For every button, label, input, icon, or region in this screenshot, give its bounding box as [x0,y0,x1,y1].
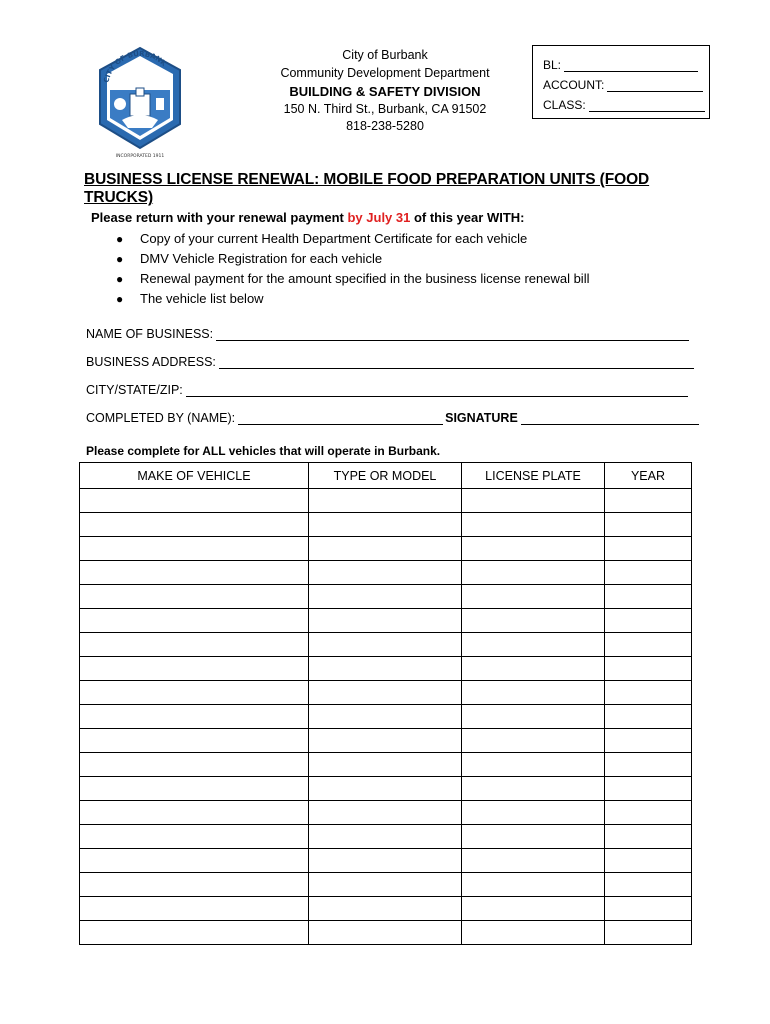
column-header-year: YEAR [605,463,692,489]
business-address-field[interactable] [86,353,694,369]
make-cell[interactable] [80,921,309,945]
completed-by-field[interactable] [86,409,699,425]
type-model-cell[interactable] [309,561,462,585]
year-cell[interactable] [605,489,692,513]
bl-field[interactable] [543,52,709,72]
list-item [116,229,589,249]
requirement-text: Copy of your current Health Department Certificate for each vehicle [140,231,528,246]
type-model-cell[interactable] [309,633,462,657]
office-use-box [532,45,710,119]
agency-phone: 818-238-5280 [346,119,424,133]
license-plate-cell[interactable] [462,657,605,681]
instructions-lead-after: of this year WITH: [410,210,525,225]
list-item [116,269,589,289]
license-plate-cell[interactable] [462,681,605,705]
business-name-label: NAME OF BUSINESS: [86,327,214,341]
year-cell[interactable] [605,777,692,801]
year-cell[interactable] [605,801,692,825]
city-state-zip-input-line[interactable] [186,384,688,397]
city-name: City of Burbank [342,48,428,62]
make-cell[interactable] [80,801,309,825]
type-model-cell[interactable] [309,849,462,873]
business-address-label: BUSINESS ADDRESS: [86,355,216,369]
bullet-icon: ● [116,292,124,306]
license-plate-cell[interactable] [462,609,605,633]
license-plate-cell[interactable] [462,705,605,729]
make-cell[interactable] [80,633,309,657]
type-model-cell[interactable] [309,705,462,729]
table-row [80,849,692,873]
table-row [80,585,692,609]
table-row [80,537,692,561]
make-cell[interactable] [80,777,309,801]
license-plate-cell[interactable] [462,777,605,801]
form-title: BUSINESS LICENSE RENEWAL: MOBILE FOOD PREPARATION UNITS (FOOD TRUCKS) [84,171,650,206]
table-row [80,609,692,633]
city-state-zip-label: CITY/STATE/ZIP: [86,383,183,397]
type-model-cell[interactable] [309,873,462,897]
year-cell[interactable] [605,657,692,681]
table-row [80,921,692,945]
completed-by-input-line[interactable] [238,412,443,425]
column-header-type-model: TYPE OR MODEL [309,463,462,489]
year-cell[interactable] [605,585,692,609]
business-name-input-line[interactable] [216,328,689,341]
make-cell[interactable] [80,489,309,513]
license-plate-cell[interactable] [462,921,605,945]
instructions-lead [91,210,524,225]
type-model-cell[interactable] [309,585,462,609]
year-cell[interactable] [605,513,692,537]
license-plate-cell[interactable] [462,489,605,513]
bullet-icon: ● [116,232,124,246]
table-row [80,729,692,753]
signature-label: SIGNATURE [445,411,518,425]
make-cell[interactable] [80,825,309,849]
table-row [80,705,692,729]
license-plate-cell[interactable] [462,537,605,561]
type-model-cell[interactable] [309,753,462,777]
make-cell[interactable] [80,849,309,873]
make-cell[interactable] [80,657,309,681]
signature-input-line[interactable] [521,412,699,425]
license-plate-cell[interactable] [462,561,605,585]
license-plate-cell[interactable] [462,897,605,921]
table-row [80,873,692,897]
make-cell[interactable] [80,513,309,537]
division-name: BUILDING & SAFETY DIVISION [289,84,481,99]
type-model-cell[interactable] [309,609,462,633]
year-cell[interactable] [605,825,692,849]
table-row [80,897,692,921]
year-cell[interactable] [605,873,692,897]
year-cell[interactable] [605,897,692,921]
class-input-line[interactable] [589,98,705,112]
year-cell[interactable] [605,681,692,705]
account-label: ACCOUNT: [543,78,605,92]
class-field[interactable] [543,92,709,112]
list-item [116,289,589,309]
deadline-text: by July 31 [347,210,411,225]
requirements-list [116,229,589,309]
requirement-text: Renewal payment for the amount specified in the business license renewal bill [140,271,590,286]
type-model-cell[interactable] [309,777,462,801]
table-row [80,657,692,681]
class-label: CLASS: [543,98,586,112]
type-model-cell[interactable] [309,897,462,921]
agency-header [250,47,520,136]
table-row [80,777,692,801]
make-cell[interactable] [80,705,309,729]
license-plate-cell[interactable] [462,849,605,873]
license-plate-cell[interactable] [462,633,605,657]
table-header-row [80,463,692,489]
list-item [116,249,589,269]
make-cell[interactable] [80,585,309,609]
license-plate-cell[interactable] [462,825,605,849]
year-cell[interactable] [605,609,692,633]
type-model-cell[interactable] [309,681,462,705]
table-instructions: Please complete for ALL vehicles that will operate in Burbank. [86,444,441,458]
year-cell[interactable] [605,921,692,945]
table-row [80,681,692,705]
license-plate-cell[interactable] [462,729,605,753]
bl-input-line[interactable] [564,58,698,72]
make-cell[interactable] [80,753,309,777]
column-header-license-plate: LICENSE PLATE [462,463,605,489]
type-model-cell[interactable] [309,513,462,537]
city-seal-logo [92,44,188,162]
type-model-cell[interactable] [309,729,462,753]
year-cell[interactable] [605,537,692,561]
account-input-line[interactable] [607,78,703,92]
account-field[interactable] [543,72,709,92]
license-plate-cell[interactable] [462,873,605,897]
year-cell[interactable] [605,633,692,657]
year-cell[interactable] [605,705,692,729]
table-row [80,633,692,657]
year-cell[interactable] [605,561,692,585]
type-model-cell[interactable] [309,921,462,945]
business-name-field[interactable] [86,325,689,341]
business-address-input-line[interactable] [219,356,694,369]
type-model-cell[interactable] [309,825,462,849]
type-model-cell[interactable] [309,657,462,681]
table-row [80,489,692,513]
make-cell[interactable] [80,537,309,561]
department-name: Community Development Department [280,65,490,80]
bullet-icon: ● [116,272,124,286]
type-model-cell[interactable] [309,489,462,513]
table-row [80,513,692,537]
license-plate-cell[interactable] [462,513,605,537]
make-cell[interactable] [80,729,309,753]
year-cell[interactable] [605,729,692,753]
svg-text:CITY OF BURBANK: CITY OF BURBANK [102,49,168,84]
city-state-zip-field[interactable] [86,381,688,397]
make-cell[interactable] [80,873,309,897]
seal-incorporated-text: INCORPORATED 1911 [115,154,165,159]
instructions-lead-before: Please return with your renewal payment [91,210,348,225]
make-cell[interactable] [80,609,309,633]
table-row [80,801,692,825]
make-cell[interactable] [80,681,309,705]
table-row [80,753,692,777]
license-plate-cell[interactable] [462,585,605,609]
bl-label: BL: [543,58,562,72]
year-cell[interactable] [605,849,692,873]
table-row [80,825,692,849]
table-row [80,561,692,585]
type-model-cell[interactable] [309,801,462,825]
column-header-make: MAKE OF VEHICLE [80,463,309,489]
requirement-text: The vehicle list below [140,291,264,306]
completed-by-label: COMPLETED BY (NAME): [86,411,236,425]
make-cell[interactable] [80,561,309,585]
license-plate-cell[interactable] [462,753,605,777]
agency-address: 150 N. Third St., Burbank, CA 91502 [283,101,487,116]
make-cell[interactable] [80,897,309,921]
license-plate-cell[interactable] [462,801,605,825]
type-model-cell[interactable] [309,537,462,561]
vehicle-table [79,462,692,945]
bullet-icon: ● [116,252,124,266]
requirement-text: DMV Vehicle Registration for each vehicle [140,251,383,266]
year-cell[interactable] [605,753,692,777]
